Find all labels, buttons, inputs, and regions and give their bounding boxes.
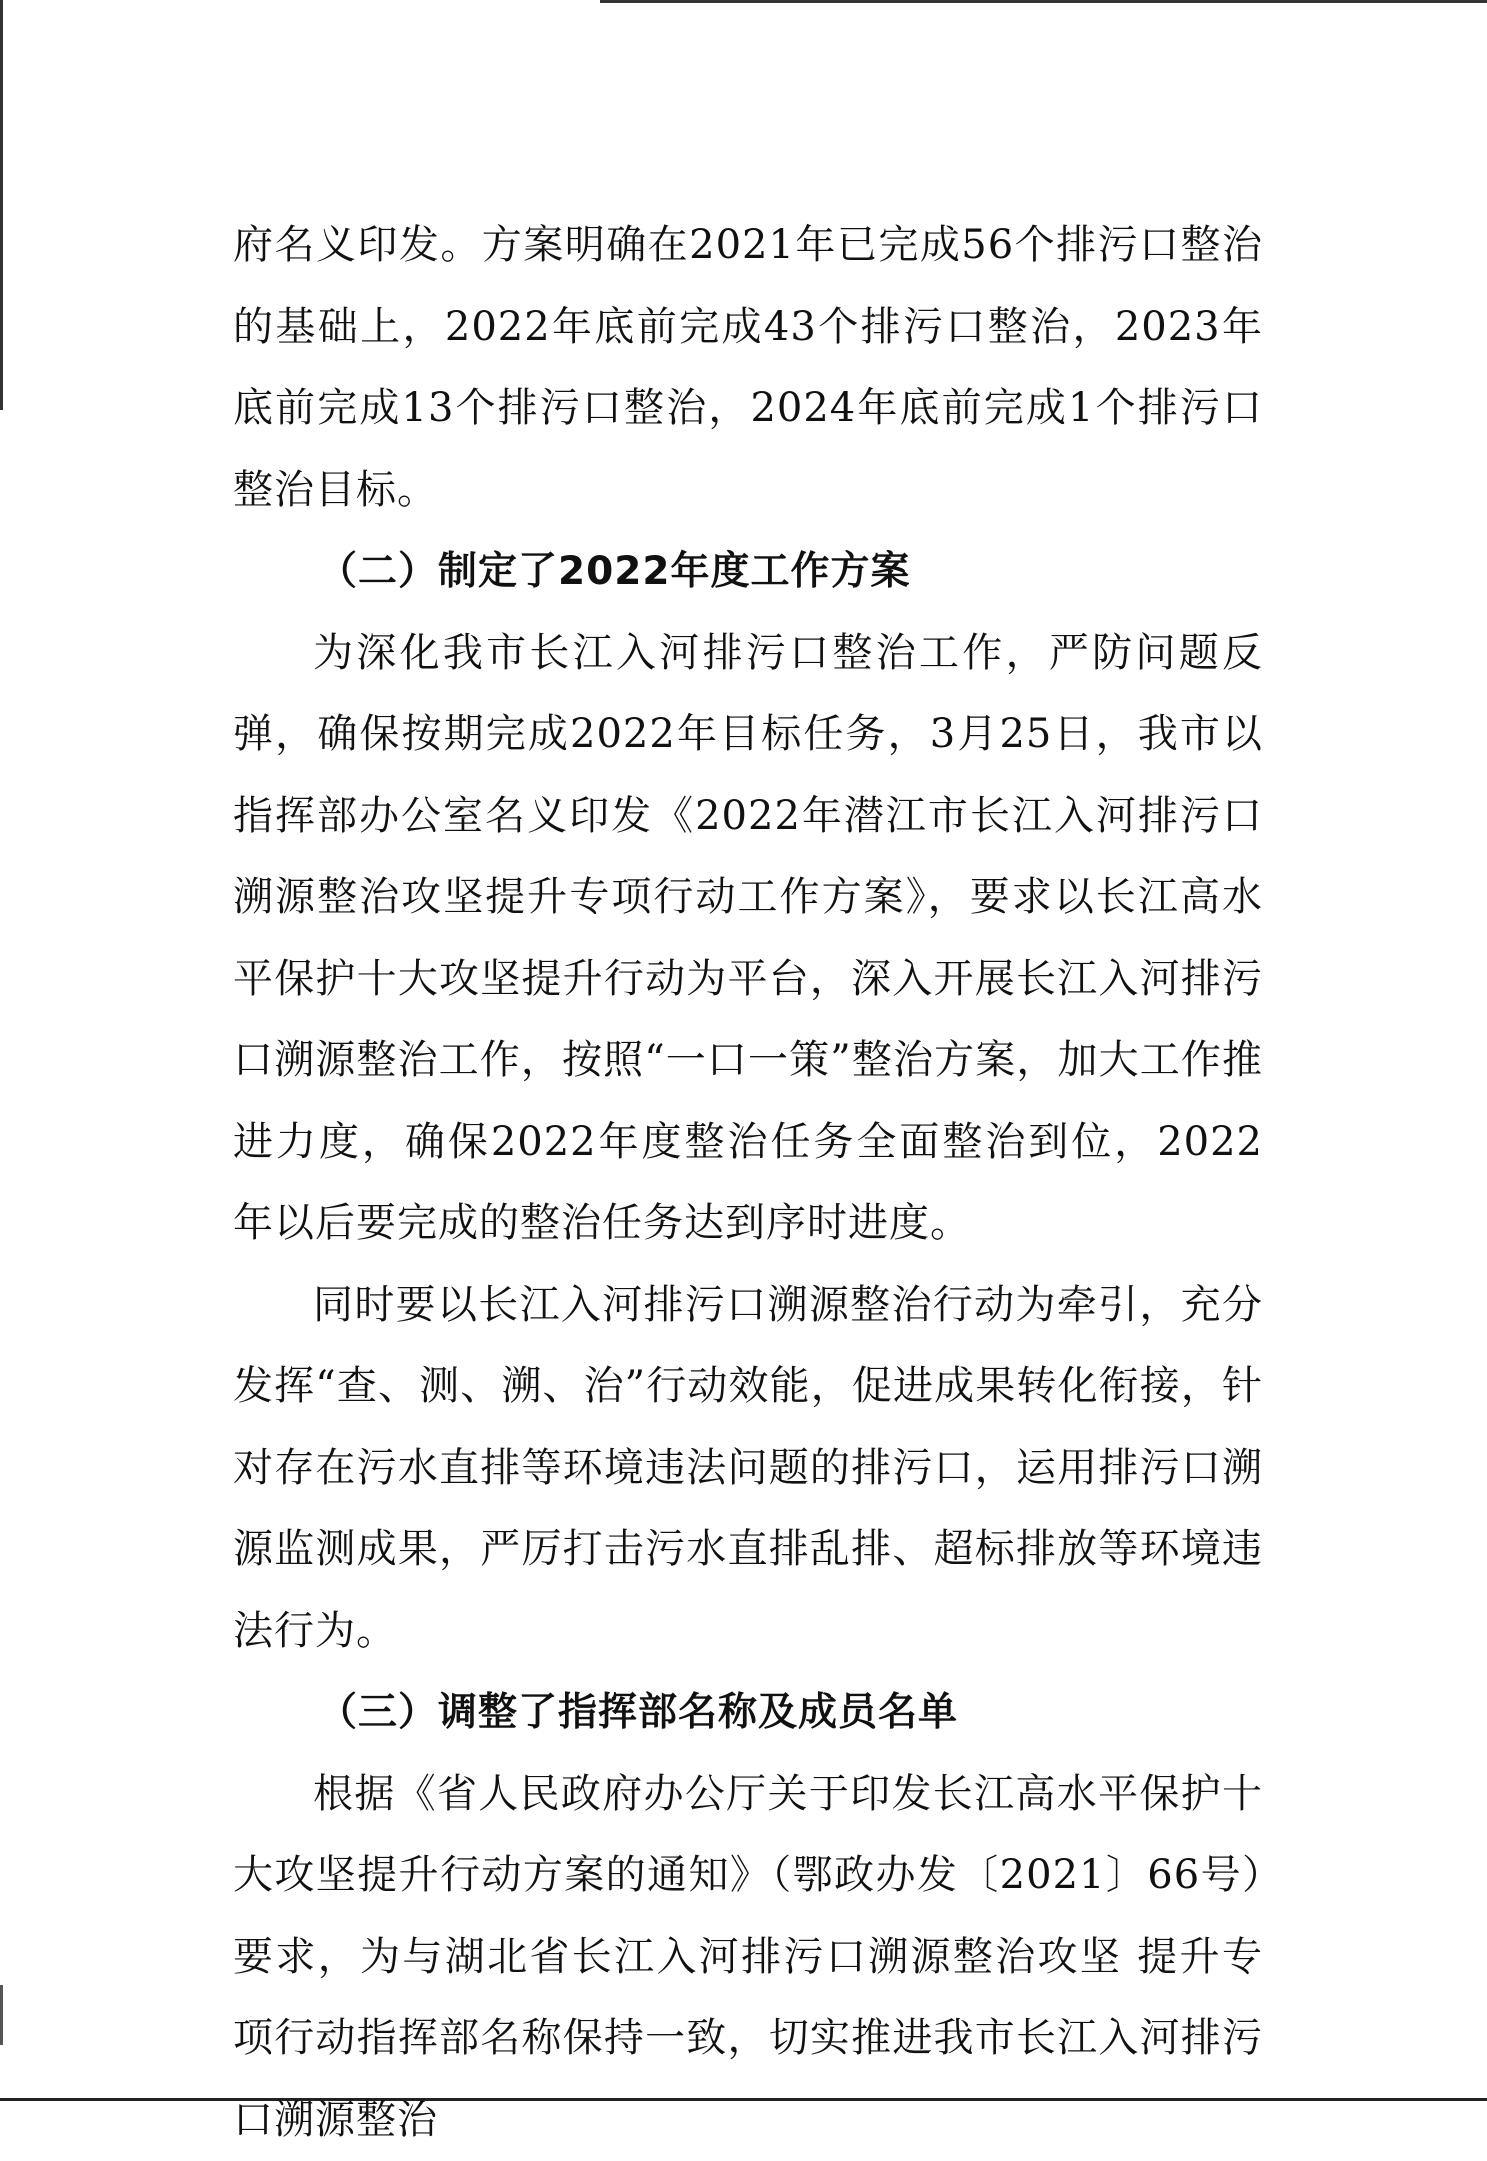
scan-edge-left: [0, 0, 3, 410]
scan-edge-top: [600, 0, 1487, 3]
section-heading-3: （三）调整了指挥部名称及成员名单: [233, 1672, 1263, 1754]
paragraph-headquarters: 根据《省人民政府办公厅关于印发长江高水平保护十大攻坚提升行动方案的通知》（鄂政办发〔2021〕66号）要求，为与湖北省长江入河排污口溯源整治攻坚 提升专项行动指挥部名称保持一致，切实推进我市长江入河排污口溯源整治: [233, 1754, 1263, 2161]
scan-edge-left-lower: [0, 1985, 3, 2045]
paragraph-continuation: 府名义印发。方案明确在2021年已完成56个排污口整治的基础上，2022年底前完成43个排污口整治，2023年底前完成13个排污口整治，2024年底前完成1个排污口整治目标。: [233, 205, 1263, 531]
paragraph-enforcement: 同时要以长江入河排污口溯源整治行动为牵引，充分发挥“查、测、溯、治”行动效能，促进成果转化衔接，针对存在污水直排等环境违法问题的排污口，运用排污口溯源监测成果，严厉打击污水直排乱排、超标排放等环境违法行为。: [233, 1265, 1263, 1673]
paragraph-work-plan: 为深化我市长江入河排污口整治工作，严防问题反弹，确保按期完成2022年目标任务，3月25日，我市以指挥部办公室名义印发《2022年潜江市长江入河排污口溯源整治攻坚提升专项行动工作方案》，要求以长江高水平保护十大攻坚提升行动为平台，深入开展长江入河排污口溯源整治工作，按照“一口一策”整治方案，加大工作推进力度，确保2022年度整治任务全面整治到位，2022年以后要完成的整治任务达到序时进度。: [233, 613, 1263, 1265]
section-heading-2: （二）制定了2022年度工作方案: [233, 531, 1263, 613]
document-body: [233, 205, 1263, 2161]
